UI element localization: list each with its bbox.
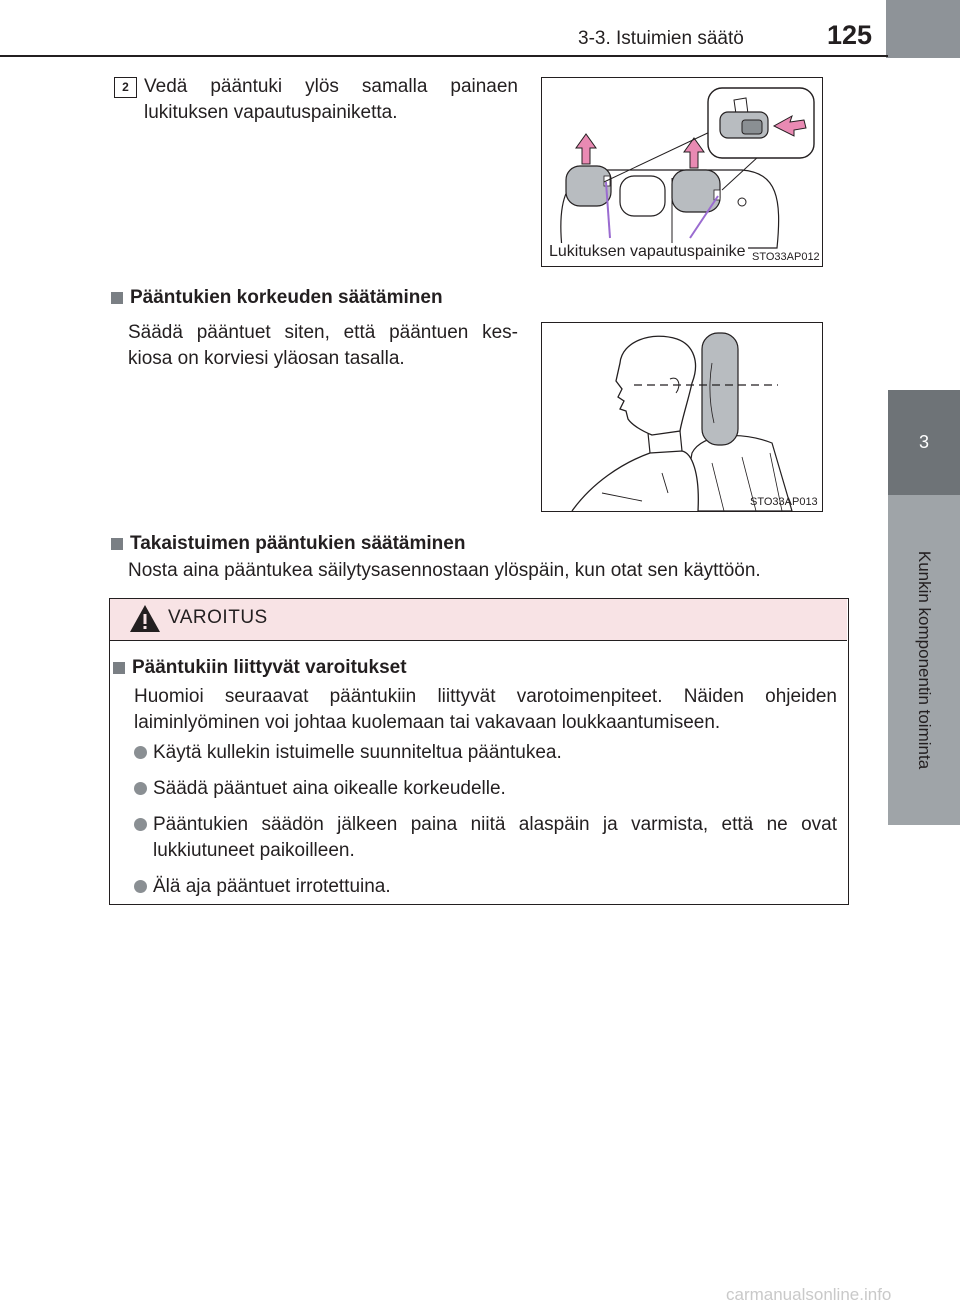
bullet-dot-icon	[134, 818, 147, 831]
warning-bullet-list	[134, 740, 837, 900]
page-number: 125	[827, 20, 873, 50]
figure-headrest-height	[541, 322, 823, 512]
footer-watermark: carmanualsonline.info	[726, 1285, 892, 1304]
bullet-dot-icon	[134, 880, 147, 893]
headrest-height-illustration	[542, 323, 822, 511]
warning-bullet-text: Pääntukien säädön jälkeen paina niitä alaspäin ja varmista, että ne ovat lukkiutuneet paikoilleen.	[153, 814, 837, 861]
warning-heading: Pääntukiin liittyvät varoitukset	[132, 657, 407, 678]
warning-bullet-item	[134, 812, 837, 864]
header-section-title: 3-3. Istuimien säätö	[578, 28, 744, 49]
headrest-release-illustration	[542, 78, 822, 266]
warning-bullet-item	[134, 776, 837, 802]
warning-bullet-item	[134, 740, 837, 766]
warning-intro: Huomioi seuraavat pääntukiin liittyvät varotoimenpiteet. Näiden ohjeiden laiminlyöminen voi johtaa kuolemaan tai vakavaan loukkaantumiseen.	[134, 686, 837, 733]
square-bullet-icon	[113, 662, 125, 674]
section-height-heading: Pääntukien korkeuden säätäminen	[130, 287, 443, 308]
chapter-tab-number: 3	[888, 390, 960, 495]
section-height-heading-row	[111, 287, 443, 309]
warning-heading-row	[113, 657, 407, 679]
section-rear-heading: Takaistuimen pääntukien säätäminen	[130, 533, 466, 554]
warning-title: VAROITUS	[168, 607, 268, 628]
bullet-dot-icon	[134, 746, 147, 759]
square-bullet-icon	[111, 538, 123, 550]
figure-headrest-release	[541, 77, 823, 267]
step-number-badge: 2	[114, 77, 137, 98]
bullet-dot-icon	[134, 782, 147, 795]
warning-bullet-text: Käytä kullekin istuimelle suunniteltua pääntukea.	[153, 742, 562, 763]
chapter-tab-title-wrap	[890, 495, 958, 825]
header-rule	[0, 55, 888, 57]
warning-bullet-text: Älä aja pääntuet irrotettuina.	[153, 876, 391, 897]
step-text: Vedä pääntuki ylös samalla painaen lukituksen vapautuspainiketta.	[144, 76, 518, 123]
warning-bullet-item	[134, 874, 837, 900]
chapter-tab-title: Kunkin komponentin toiminta	[915, 550, 935, 770]
warning-triangle-icon	[128, 603, 162, 635]
warning-bullet-text: Säädä pääntuet aina oikealle korkeudelle.	[153, 778, 506, 799]
figure1-callout-label: Lukituksen vapautuspainike	[549, 243, 746, 260]
section-rear-heading-row	[111, 533, 465, 555]
figure1-code: STO33AP012	[752, 251, 820, 263]
header-tab-block	[886, 0, 960, 58]
section-height-text: Säädä pääntuet siten, että pääntuen kes-kiosa on korviesi yläosan tasalla.	[128, 322, 518, 369]
square-bullet-icon	[111, 292, 123, 304]
figure2-code: STO33AP013	[750, 496, 818, 508]
section-rear-text: Nosta aina pääntukea säilytysasennostaan ylöspäin, kun otat sen käyttöön.	[128, 560, 761, 581]
